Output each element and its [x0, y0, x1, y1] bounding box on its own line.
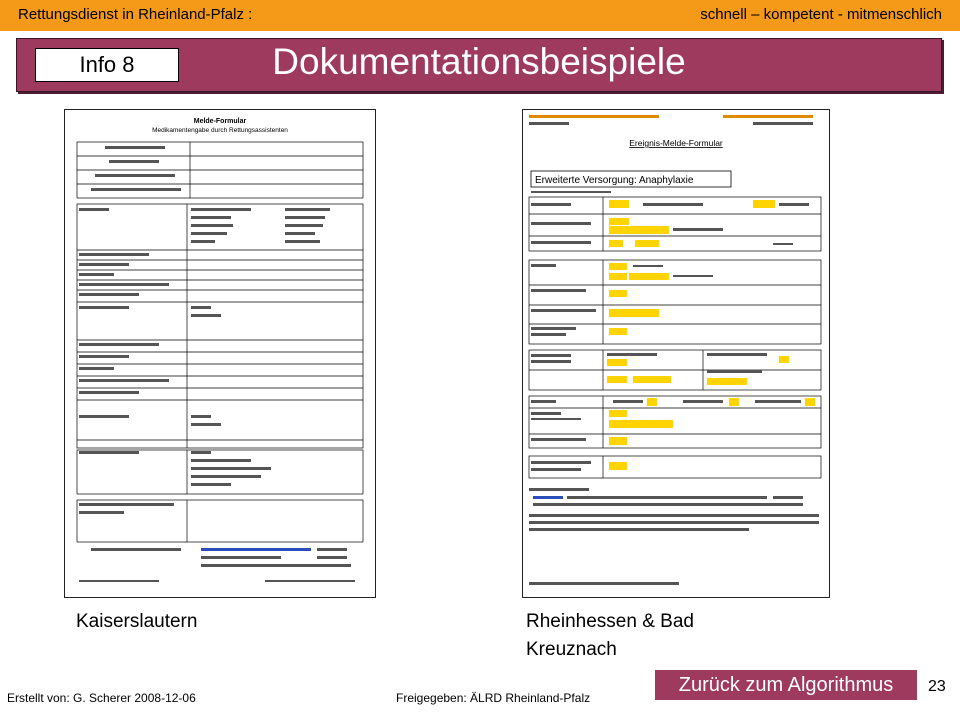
title-bar: [16, 38, 942, 92]
form-subtitle: Medikamentengabe durch Rettungsassistenten: [152, 127, 288, 134]
back-to-algorithm-button[interactable]: Zurück zum Algorithmus: [655, 670, 917, 700]
footer-approved: Freigegeben: ÄLRD Rheinland-Pfalz: [396, 691, 591, 705]
header-left-text: Rettungsdienst in Rheinland-Pfalz :: [18, 6, 253, 23]
header-bar: [0, 0, 960, 31]
document-rheinhessen-image: [523, 110, 829, 597]
form-title: Ereignis-Melde-Formular: [629, 138, 723, 148]
caption-rheinhessen-line1: Rheinhessen & Bad: [526, 611, 694, 632]
document-kaiserslautern: [64, 109, 376, 598]
caption-rheinhessen: [526, 608, 694, 664]
page-title: Dokumentationsbeispiele: [272, 41, 686, 82]
form-title: Melde-Formular: [193, 118, 247, 125]
caption-kaiserslautern: Kaiserslautern: [76, 611, 198, 632]
document-kaiserslautern-image: [65, 110, 375, 597]
header-right-text: schnell – kompetent - mitmenschlich: [700, 6, 942, 23]
footer-created: Erstellt von: G. Scherer 2008-12-06: [7, 691, 196, 705]
document-rheinhessen: [522, 109, 830, 598]
section-title: Erweiterte Versorgung: Anaphylaxie: [535, 175, 694, 186]
info-label: Info 8: [35, 48, 179, 82]
caption-rheinhessen-line2: Kreuznach: [526, 639, 617, 660]
page-number: 23: [928, 678, 946, 695]
